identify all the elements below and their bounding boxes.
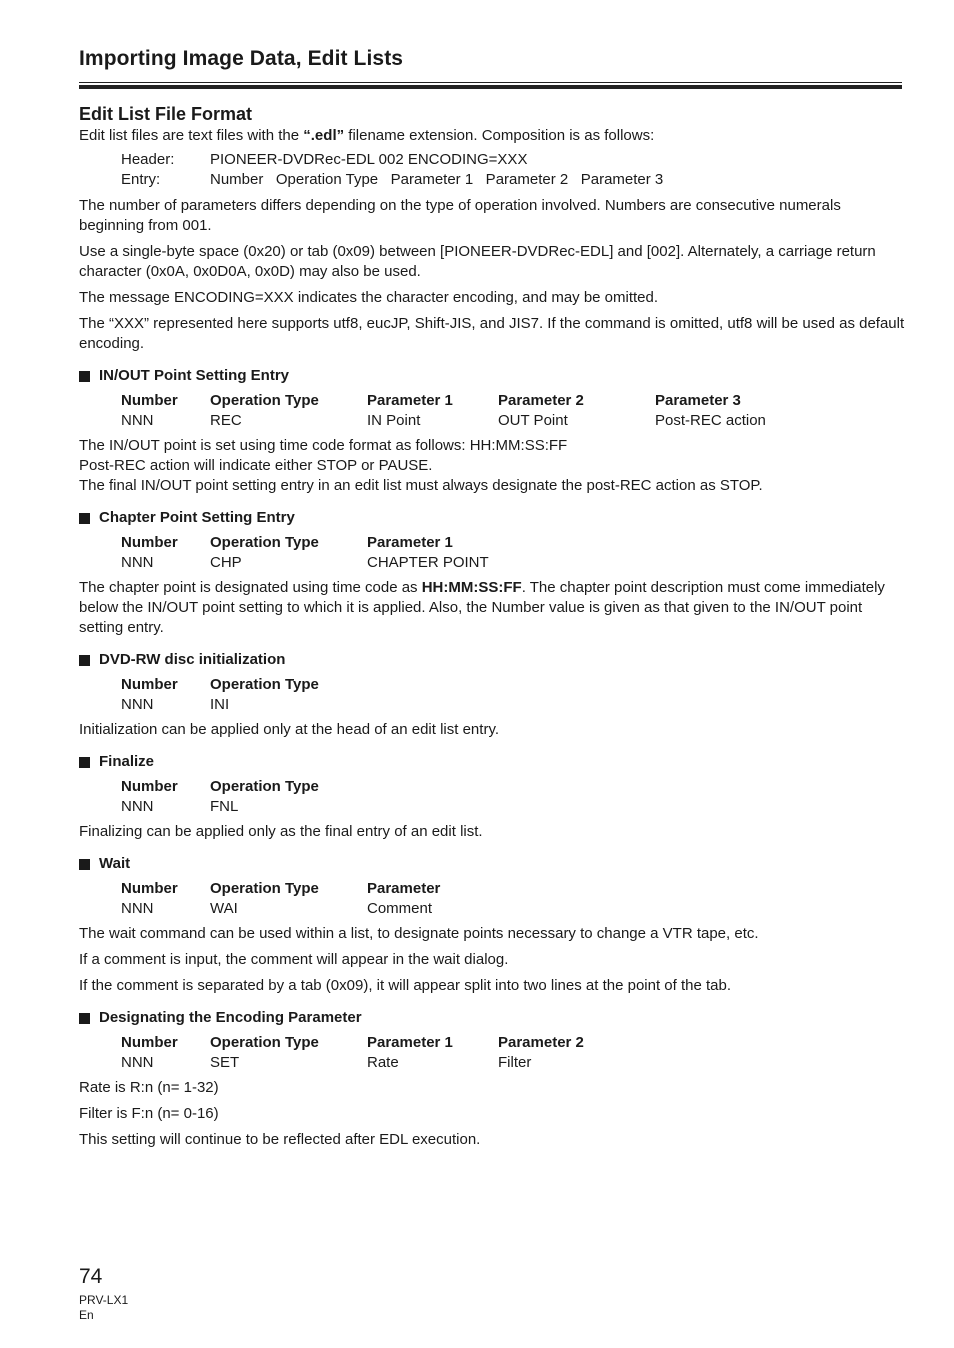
section-title: Edit List File Format xyxy=(79,104,253,124)
paragraph: The wait command can be used within a list, to designate points necessary to change a VTR tape, etc. xyxy=(79,925,759,942)
init-description: Initialization can be applied only at the head of an edit list entry. xyxy=(79,721,499,738)
bullet-square-icon xyxy=(79,655,90,666)
paragraph: Filter is F:n (n= 0-16) xyxy=(79,1105,219,1122)
paragraph: This setting will continue to be reflected after EDL execution. xyxy=(79,1131,481,1148)
chapter-title: Importing Image Data, Edit Lists xyxy=(79,47,404,70)
finalize-description: Finalizing can be applied only as the final entry of an edit list. xyxy=(79,823,483,840)
bullet-square-icon xyxy=(79,859,90,870)
init-fields-table xyxy=(121,675,367,715)
note-line: The IN/OUT point is set using time code format as follows: HH:MM:SS:FF xyxy=(79,437,568,454)
inout-fields-table xyxy=(121,391,805,431)
table-row: NNN CHP CHAPTER POINT xyxy=(121,554,489,571)
table-header-row: Number Operation Type Parameter 1 Parameter 2 xyxy=(121,1034,584,1051)
table-header-row: Number Operation Type Parameter 1 xyxy=(121,534,453,551)
entry-heading-inout: IN/OUT Point Setting Entry xyxy=(79,366,909,386)
bullet-square-icon xyxy=(79,513,90,524)
table-row: NNN WAI Comment xyxy=(121,900,433,917)
entry-heading-encoding: Designating the Encoding Parameter xyxy=(79,1008,909,1028)
table-header-row: Number Operation Type Parameter 1 Parameter 2 Parameter 3 xyxy=(121,392,741,409)
format-key: Entry: xyxy=(121,171,161,188)
paragraph: Rate is R:n (n= 1-32) xyxy=(79,1079,219,1096)
format-value: Number Operation Type Parameter 1 Parameter 2 Parameter 3 xyxy=(210,171,664,188)
paragraph: The number of parameters differs depending on the type of operation involved. Numbers are consecutive numerals beginning from 001. xyxy=(79,197,841,234)
intro-paragraph: Edit list files are text files with the “.edl” filename extension. Composition is as follows: xyxy=(79,127,655,144)
inout-notes xyxy=(79,436,909,496)
header-rule-thick xyxy=(79,85,902,89)
note-line: The final IN/OUT point setting entry in an edit list must always designate the post-REC action as STOP. xyxy=(79,477,763,494)
entry-heading-chapter: Chapter Point Setting Entry xyxy=(79,508,909,528)
note-line: Post-REC action will indicate either STOP or PAUSE. xyxy=(79,457,433,474)
language-code: En xyxy=(79,1308,94,1322)
chapter-fields-table xyxy=(121,533,498,573)
table-header-row: Number Operation Type xyxy=(121,676,319,693)
format-value: PIONEER-DVDRec-EDL 002 ENCODING=XXX xyxy=(210,151,528,168)
table-row: NNN SET Rate Filter xyxy=(121,1054,532,1071)
format-row-entry xyxy=(121,170,909,190)
main-content xyxy=(79,102,909,1150)
format-row-header xyxy=(121,150,909,170)
footer-model xyxy=(79,1293,128,1323)
entry-heading-finalize: Finalize xyxy=(79,752,909,772)
entry-heading-wait: Wait xyxy=(79,854,909,874)
chapter-description: The chapter point is designated using time code as HH:MM:SS:FF. The chapter point description must come immediately below the IN/OUT point setting to which it is applied. Also, the Number value is given as that given to the IN/OUT point setting entry. xyxy=(79,579,885,636)
paragraph: If a comment is input, the comment will appear in the wait dialog. xyxy=(79,951,509,968)
bullet-square-icon xyxy=(79,757,90,768)
table-header-row: Number Operation Type Parameter xyxy=(121,880,441,897)
paragraph: Use a single-byte space (0x20) or tab (0x09) between [PIONEER-DVDRec-EDL] and [002]. Alternately, a carriage return character (0x0A, 0x0D0A, 0x0D) may also be used. xyxy=(79,243,876,280)
edl-extension: “.edl” xyxy=(303,127,345,144)
table-row: NNN REC IN Point OUT Point Post-REC action xyxy=(121,412,766,429)
wait-fields-table xyxy=(121,879,498,919)
bullet-square-icon xyxy=(79,371,90,382)
header-rule-thin xyxy=(79,82,902,83)
paragraph: If the comment is separated by a tab (0x09), it will appear split into two lines at the point of the tab. xyxy=(79,977,732,994)
paragraph: The “XXX” represented here supports utf8, eucJP, Shift-JIS, and JIS7. If the command is omitted, utf8 will be used as default encoding. xyxy=(79,315,905,352)
format-key: Header: xyxy=(121,151,175,168)
page-number: 74 xyxy=(79,1265,103,1288)
paragraph: The message ENCODING=XXX indicates the character encoding, and may be omitted. xyxy=(79,289,659,306)
model-name: PRV-LX1 xyxy=(79,1293,129,1307)
table-row: NNN FNL xyxy=(121,798,239,815)
format-block xyxy=(121,150,909,190)
timecode-format: HH:MM:SS:FF xyxy=(421,579,522,596)
table-header-row: Number Operation Type xyxy=(121,778,319,795)
entry-heading-init: DVD-RW disc initialization xyxy=(79,650,909,670)
encoding-fields-table xyxy=(121,1033,655,1073)
table-row: NNN INI xyxy=(121,696,230,713)
finalize-fields-table xyxy=(121,777,367,817)
bullet-square-icon xyxy=(79,1013,90,1024)
